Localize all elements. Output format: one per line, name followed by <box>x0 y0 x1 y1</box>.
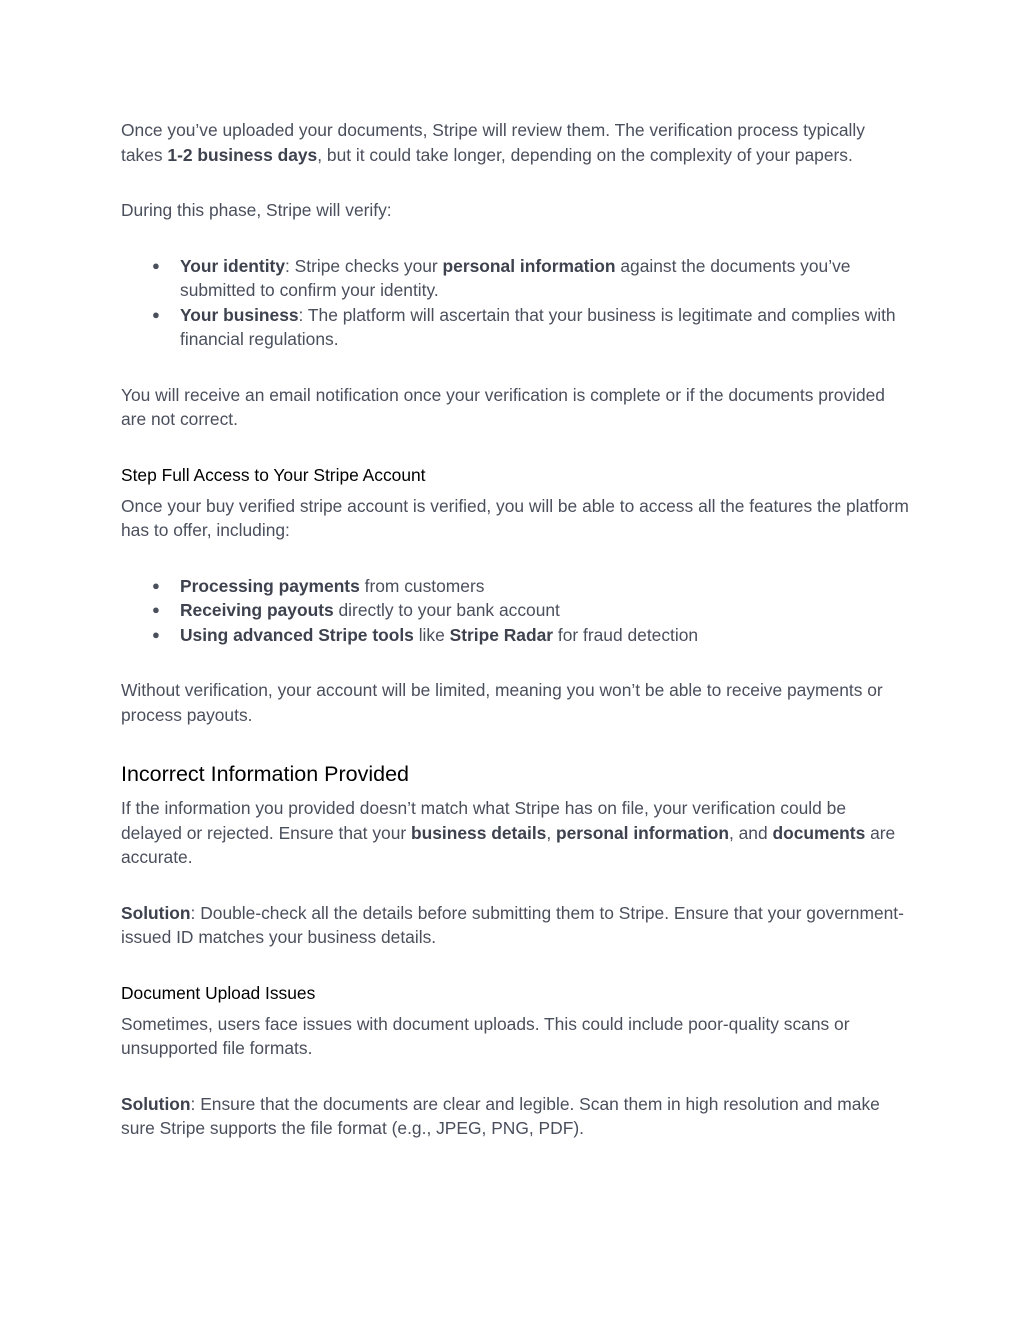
text-run: , but it could take longer, depending on the complexity of your papers. <box>317 144 853 165</box>
text-run: If the information you provided doesn’t match what Stripe has on file, your verification could be delayed or rejected. Ensure that your <box>121 798 847 843</box>
paragraph-verify-intro: During this phase, Stripe will verify: <box>121 200 392 220</box>
bold-run: Using advanced Stripe tools <box>180 624 414 645</box>
bullet-icon: ● <box>152 626 160 642</box>
paragraph-review <box>121 118 911 167</box>
text-run: like <box>413 624 450 645</box>
text-run: , and <box>728 822 773 843</box>
bold-run: personal information <box>442 255 616 276</box>
bold-run: Solution <box>121 902 191 923</box>
text-run: are accurate. <box>121 822 896 867</box>
text-run: , <box>546 822 556 843</box>
bold-run: documents <box>772 822 866 843</box>
text-run: for fraud detection <box>553 624 699 645</box>
bold-run: Receiving payouts <box>180 600 334 620</box>
list-item <box>121 598 911 623</box>
text-run: : Double-check all the details before submitting them to Stripe. Ensure that your government-issued ID matches your business details. <box>121 902 904 947</box>
heading-full-access: Step Full Access to Your Stripe Account <box>121 464 426 485</box>
bullet-icon: ● <box>152 602 160 617</box>
paragraph-incorrect-details <box>121 796 911 870</box>
text-run: against the documents you’ve submitted to confirm your identity. <box>180 255 851 300</box>
bold-run: Your identity <box>180 255 285 276</box>
list-item <box>121 303 911 352</box>
text-run: Once you’ve uploaded your documents, Stripe will review them. The verification process typically takes <box>121 120 865 165</box>
verify-list <box>121 254 911 352</box>
document-page <box>121 118 911 1141</box>
bullet-icon: ● <box>152 577 160 593</box>
text-run: directly to your bank account <box>333 600 560 620</box>
paragraph-features-intro: Once your buy verified stripe account is verified, you will be able to access all the features the platform has to offer, including: <box>121 495 909 540</box>
bullet-icon: ● <box>152 306 160 322</box>
paragraph-upload-issues: Sometimes, users face issues with document uploads. This could include poor-quality scans or unsupported file formats. <box>121 1013 850 1058</box>
features-list <box>121 574 911 648</box>
bold-run: Your business <box>180 304 299 325</box>
bold-run: personal information <box>556 822 729 843</box>
bold-run: 1-2 business days <box>167 144 318 165</box>
list-item <box>121 574 911 599</box>
paragraph-limited-warning: Without verification, your account will be limited, meaning you won’t be able to receive payments or process payouts. <box>121 680 883 725</box>
list-item <box>121 623 911 648</box>
heading-document-upload: Document Upload Issues <box>121 982 316 1003</box>
bold-run: Solution <box>121 1093 191 1114</box>
text-run: : Stripe checks your <box>285 255 443 276</box>
text-run: : Ensure that the documents are clear and legible. Scan them in high resolution and make sure Stripe supports the file format (e.g., JPEG, PNG, PDF). <box>121 1093 880 1138</box>
paragraph-solution-details <box>121 901 911 950</box>
paragraph-solution-upload <box>121 1092 911 1141</box>
bold-run: Processing payments <box>180 575 360 596</box>
text-run: from customers <box>359 575 485 596</box>
text-run: : The platform will ascertain that your business is legitimate and complies with financial regulations. <box>180 304 896 349</box>
list-item <box>121 254 911 303</box>
heading-incorrect-information: Incorrect Information Provided <box>121 762 409 786</box>
bold-run: business details <box>411 822 547 843</box>
bold-run: Stripe Radar <box>449 624 554 645</box>
bullet-icon: ● <box>152 257 160 273</box>
paragraph-email-notice: You will receive an email notification once your verification is complete or if the documents provided are not correct. <box>121 384 885 429</box>
